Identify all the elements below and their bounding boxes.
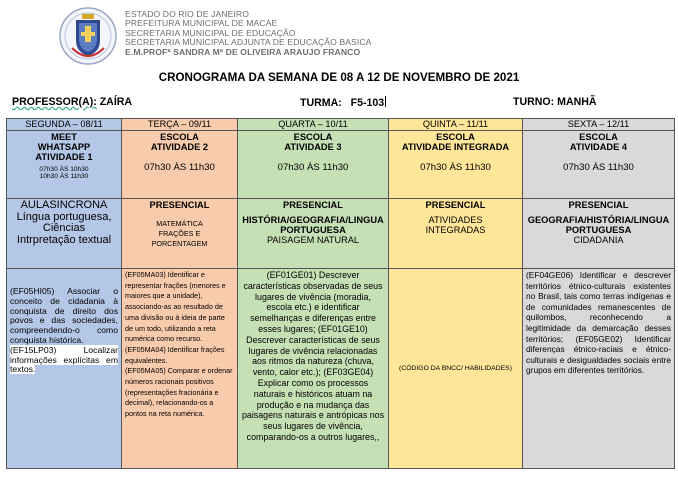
- skills-friday: [523, 269, 675, 469]
- activity-wednesday-l1: ESCOLA: [293, 132, 333, 142]
- subject-wednesday-l1: HISTÓRIA/GEOGRAFIA/LINGUA: [242, 215, 384, 225]
- day-header-row: [7, 119, 675, 131]
- page-title: CRONOGRAMA DA SEMANA DE 08 A 12 DE NOVEMBRO DE 2021: [158, 71, 520, 84]
- professor-label: PROFESSOR(A):: [12, 96, 97, 108]
- activity-wednesday: [238, 131, 389, 199]
- skills-monday: [7, 269, 122, 469]
- activity-monday-l1: MEET: [51, 132, 77, 142]
- skills-tuesday: [122, 269, 238, 469]
- text-cursor: [385, 96, 386, 107]
- skills-wednesday: [238, 269, 389, 469]
- subject-friday: [523, 199, 675, 269]
- skills-tuesday-ma04: (EF05MA04) Identificar frações equivalentes.: [125, 344, 225, 365]
- professor-name: ZAÍRA: [99, 96, 133, 108]
- inst-line-school: E.M.PROFª SANDRA Mª DE OLIVEIRA ARAUJO FRANCO: [125, 46, 361, 57]
- activity-tuesday-time: 07h30 ÀS 11h30: [144, 162, 215, 173]
- subject-friday-l3: CIDADANIA: [573, 235, 624, 245]
- skills-monday-lp03: (EF15LP03) Localizar informações explícitas em textos.: [10, 344, 118, 375]
- activity-tuesday-l2: ATIVIDADE 2: [150, 142, 209, 152]
- institution-block: [125, 10, 371, 57]
- activity-wednesday-l2: ATIVIDADE 3: [284, 142, 342, 152]
- day-header-friday: SEXTA – 12/11: [523, 119, 675, 131]
- day-header-wednesday: QUARTA – 10/11: [238, 119, 389, 131]
- subject-tuesday-l3: PORCENTAGEM: [151, 239, 208, 248]
- activity-friday-l1: ESCOLA: [579, 132, 618, 142]
- inst-line-secretaria: SECRETARIA MUNICIPAL DE EDUCAÇÃO: [125, 27, 296, 38]
- professor-field: [12, 96, 132, 108]
- subject-row: [7, 199, 675, 269]
- skills-thursday-text: (CÓDIGO DA BNCC/ HABILIDADES): [399, 365, 512, 372]
- activity-thursday-l2: ATIVIDADE INTEGRADA: [401, 142, 510, 152]
- subject-tuesday: [122, 199, 238, 269]
- skills-tuesday-ma05: (EF05MA05) Comparar e ordenar números racionais positivos (representações fracionária e decimal), relacionando-os a pontos na reta numérica.: [125, 366, 233, 419]
- subject-monday-l4: Intrpretação textual: [16, 233, 112, 246]
- subject-friday-mode: PRESENCIAL: [568, 200, 629, 210]
- subject-thursday-l1: ATIVIDADES: [428, 215, 483, 225]
- skills-monday-hi05: (EF05HI05) Associar o conceito de cidadania à conquista de direito dos povos e das sociedades, compreendendo-o como conquista histórica.: [10, 286, 118, 345]
- subject-wednesday: [238, 199, 389, 269]
- subject-tuesday-l1: MATEMÁTICA: [156, 219, 203, 228]
- day-header-thursday: QUINTA – 11/11: [389, 119, 523, 131]
- subject-monday: [7, 199, 122, 269]
- skills-row: [7, 269, 675, 469]
- activity-thursday-time: 07h30 ÀS 11h30: [420, 162, 491, 173]
- activity-wednesday-time: 07h30 ÀS 11h30: [277, 162, 349, 173]
- subject-thursday: [389, 199, 523, 269]
- subject-tuesday-l2: FRAÇÕES E: [158, 229, 201, 238]
- activity-monday-time-2: 10h30 ÀS 11h30: [39, 173, 89, 180]
- day-header-tuesday: TERÇA – 09/11: [122, 119, 238, 131]
- subject-friday-l2: PORTUGUESA: [565, 225, 632, 235]
- skills-wednesday-text: (EF01GE01) Descrever características observadas de seus lugares de vivência (moradia, escola etc.) e identificar semelhanças e diferenças entre esses lugares; (EF01GE10) Descrever características de seus lugares de vivência relacionadas aos ritmos da natureza (chuva, vento, calor etc.); (EF03GE04) Explicar como os processos naturais e históricos atuam na produção e na mudança das paisagens naturais e antrópicas nos seus lugares de vivência, comparando-os a outros lugares,,: [241, 270, 385, 442]
- activity-thursday-l1: ESCOLA: [436, 132, 475, 142]
- subject-wednesday-l3: PAISAGEM NATURAL: [266, 235, 360, 245]
- turno-label: TURNO:: [513, 96, 555, 108]
- activity-friday-l2: ATIVIDADE 4: [569, 142, 628, 152]
- activity-thursday: [389, 131, 523, 199]
- subject-monday-l2: Língua portuguesa,: [16, 210, 112, 223]
- activity-monday-l2: WHATSAPP: [37, 142, 91, 152]
- subject-thursday-l2: INTEGRADAS: [425, 225, 486, 235]
- turno-field: [513, 96, 597, 108]
- subject-monday-l1: AULASINCRONA: [20, 199, 108, 211]
- activity-tuesday: [122, 131, 238, 199]
- subject-monday-l3: Ciências: [42, 222, 86, 234]
- turma-field: [300, 96, 386, 109]
- skills-thursday: [389, 269, 523, 469]
- day-header-monday: SEGUNDA – 08/11: [7, 119, 122, 131]
- inst-line-state: ESTADO DO RIO DE JANEIRO: [125, 9, 250, 19]
- turno-value: MANHÃ: [557, 96, 597, 108]
- skills-tuesday-ma03: (EF05MA03) Identificar e representar frações (menores e maiores que a unidade), associando-as ao resultado de uma divisão ou à ideia de parte de um todo, utilizando a reta numérica como recurso.: [125, 270, 226, 344]
- subject-thursday-mode: PRESENCIAL: [425, 200, 486, 210]
- inst-line-prefeitura: PREFEITURA MUNICIPAL DE MACAE: [125, 18, 278, 29]
- skills-friday-text: (EF04GE06) Identificar e descrever territórios étnico-culturais existentes no Brasil, tais como terras indígenas e de comunidades remanescentes de quilombos, reconhecendo a legitimidade da demarcação desses territórios; (EF05GE02) Identificar diferenças étnico-raciais e étnico-culturais e desigualdades sociais entre grupos em diferentes territórios.: [526, 270, 671, 376]
- activity-row: [7, 131, 675, 199]
- activity-tuesday-l1: ESCOLA: [160, 132, 199, 142]
- activity-monday: [7, 131, 122, 199]
- subject-tuesday-mode: PRESENCIAL: [149, 200, 210, 210]
- activity-monday-l3: ATIVIDADE 1: [35, 152, 93, 162]
- subject-wednesday-mode: PRESENCIAL: [283, 200, 343, 210]
- subject-wednesday-l2: PORTUGUESA: [280, 225, 346, 235]
- macae-coat-of-arms-logo: [58, 6, 118, 66]
- document-header: [0, 0, 678, 100]
- activity-friday: [523, 131, 675, 199]
- activity-monday-time-1: 07h30 ÀS 10h30: [39, 166, 89, 173]
- turma-label: TURMA:: [300, 97, 342, 109]
- activity-friday-time: 07h30 ÀS 11h30: [563, 162, 634, 173]
- inst-line-adjunta: SECRETARIA MUNICIPAL ADJUNTA DE EDUCAÇÃO BASICA: [125, 37, 372, 48]
- schedule-table: [6, 118, 675, 469]
- subject-friday-l1: GEOGRAFIA/HISTÓRIA/LINGUA: [527, 215, 670, 225]
- turma-value: F5-103: [350, 97, 385, 109]
